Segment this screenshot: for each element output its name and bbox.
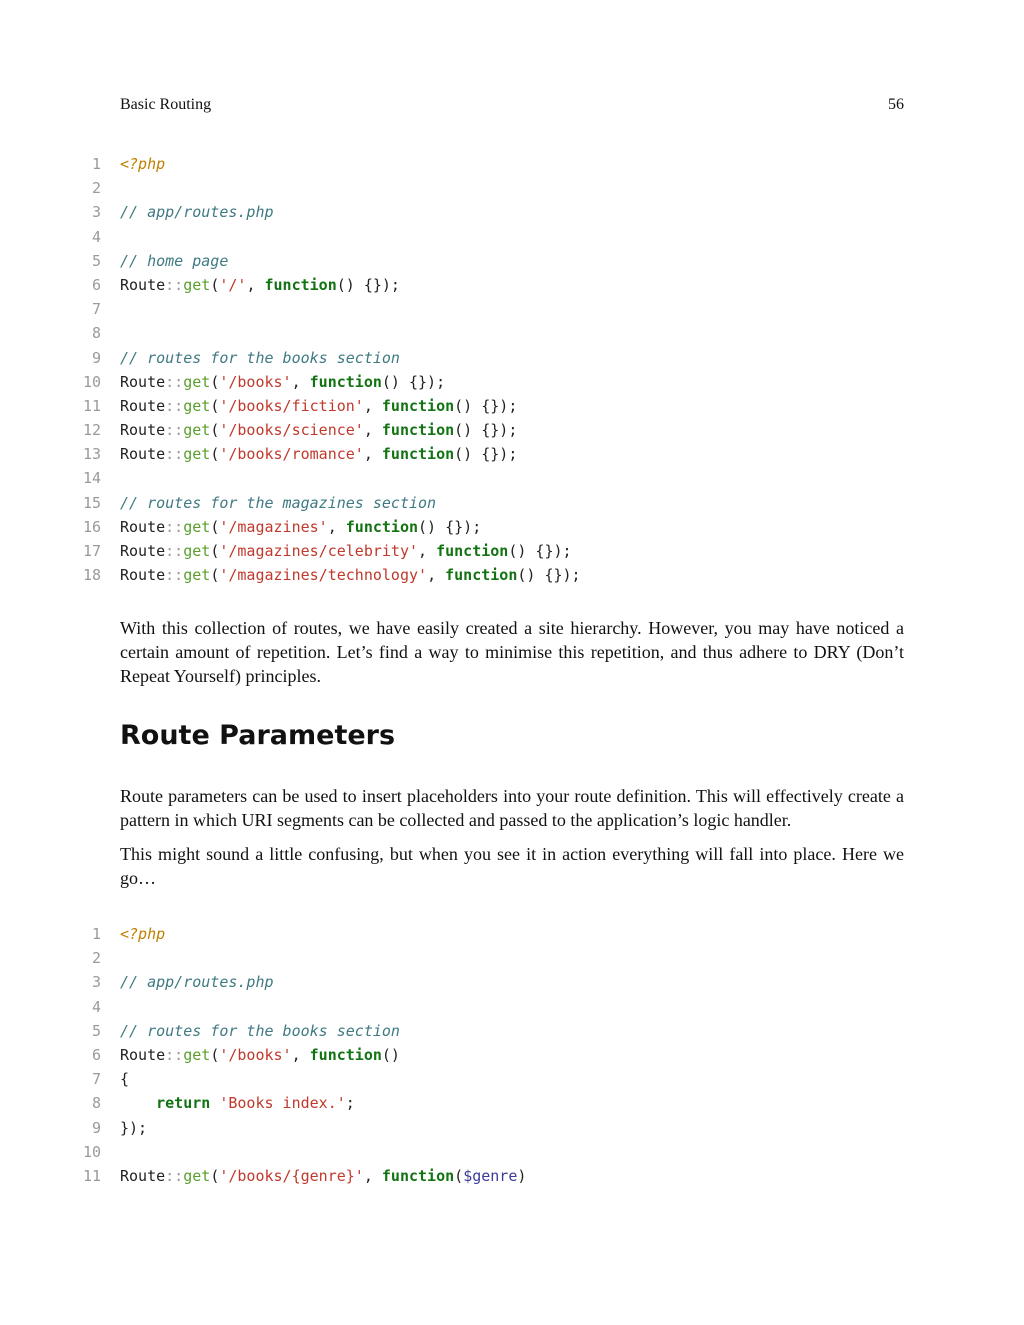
line-number: 8	[91, 1094, 101, 1113]
code-line	[0, 394, 1024, 418]
code-token: get	[183, 275, 211, 294]
line-number: 11	[82, 396, 101, 415]
code-token: Route	[120, 275, 166, 294]
code-line	[0, 249, 1024, 273]
line-number: 5	[91, 1021, 101, 1040]
code-token: ::	[165, 517, 184, 536]
code-text	[120, 346, 400, 370]
code-token: function	[436, 542, 509, 560]
code-token: () {});	[508, 542, 572, 560]
code-line	[0, 491, 1024, 515]
code-token: get	[183, 517, 211, 536]
code-line	[0, 152, 1024, 176]
line-number: 1	[91, 925, 101, 943]
code-token: '/magazines/technology'	[219, 566, 428, 585]
code-text	[120, 1164, 526, 1188]
line-number: 10	[82, 372, 101, 391]
code-token: (	[210, 1045, 220, 1064]
line-number: 12	[82, 421, 101, 440]
line-number: 15	[82, 493, 101, 512]
page-header	[120, 96, 904, 120]
code-line	[0, 273, 1024, 297]
code-token: function	[309, 1045, 382, 1064]
code-token: Route	[120, 566, 166, 585]
code-block-routes	[0, 152, 1024, 587]
code-line	[0, 1067, 1024, 1091]
code-text	[120, 539, 572, 563]
code-token: // home page	[120, 251, 229, 270]
code-token: (	[210, 275, 220, 294]
code-text	[120, 442, 517, 466]
line-number: 18	[82, 566, 101, 585]
code-line	[0, 563, 1024, 587]
code-line	[0, 176, 1024, 200]
line-number: 6	[91, 1045, 101, 1064]
code-token: Route	[120, 421, 166, 440]
code-token	[210, 1094, 219, 1112]
code-token: <?php	[120, 155, 166, 173]
code-token: ,	[291, 372, 310, 391]
code-text	[120, 515, 481, 539]
line-number: 1	[91, 155, 101, 173]
code-token: ::	[165, 542, 184, 560]
code-token: function	[381, 421, 455, 440]
code-token: $genre	[463, 1166, 518, 1185]
code-token: function	[345, 517, 419, 536]
code-text	[120, 1116, 147, 1140]
code-token: get	[183, 566, 211, 585]
code-token: ::	[165, 396, 184, 415]
code-token: (	[210, 542, 220, 560]
line-number: 16	[82, 517, 101, 536]
code-token: () {});	[381, 372, 446, 391]
code-token: (	[210, 372, 220, 391]
line-number: 5	[91, 251, 101, 270]
code-token: Route	[120, 372, 166, 391]
paragraph-repetition: With this collection of routes, we have easily created a site hierarchy. However, you may have noticed a certain amount of repetition. Let’s find a way to minimise this repetition, and thus adhere to DRY (Don’t Repeat Yourself) principles.	[120, 618, 904, 686]
code-line	[0, 442, 1024, 466]
line-number: 9	[91, 1118, 101, 1137]
code-text	[120, 1043, 400, 1067]
code-line	[0, 418, 1024, 442]
code-token: (	[210, 566, 220, 585]
code-text	[120, 1091, 355, 1115]
code-token: )	[517, 1166, 527, 1185]
code-line	[0, 946, 1024, 970]
code-token: ::	[165, 1166, 184, 1185]
code-line	[0, 1091, 1024, 1115]
code-token: Route	[120, 445, 166, 464]
line-number: 4	[91, 227, 101, 246]
line-number: 14	[82, 469, 101, 488]
running-title: Basic Routing	[120, 96, 212, 113]
code-token: () {});	[454, 421, 518, 440]
code-token: ,	[363, 1166, 382, 1185]
code-token: ,	[427, 566, 446, 585]
code-token: () {});	[336, 275, 400, 294]
code-token: get	[183, 396, 211, 415]
line-number: 11	[82, 1166, 101, 1185]
code-token: Route	[120, 542, 166, 560]
code-token: '/books/romance'	[219, 445, 364, 464]
line-number: 9	[91, 348, 101, 367]
code-token: Route	[120, 1045, 166, 1064]
code-token: <?php	[120, 925, 166, 943]
code-line	[0, 1019, 1024, 1043]
line-number: 17	[82, 542, 101, 560]
code-token: });	[120, 1118, 148, 1137]
code-token: (	[454, 1166, 464, 1185]
line-number: 2	[91, 949, 101, 968]
code-line	[0, 922, 1024, 946]
code-token: () {});	[517, 566, 581, 585]
code-line	[0, 1043, 1024, 1067]
code-text	[120, 970, 274, 994]
code-token: (	[210, 396, 220, 415]
code-token: () {});	[454, 396, 518, 415]
page-number: 56	[888, 96, 904, 113]
code-token: get	[183, 1166, 211, 1185]
code-token: // routes for the books section	[120, 348, 400, 367]
code-token	[120, 1094, 156, 1112]
code-token: '/books/fiction'	[219, 396, 364, 415]
code-line	[0, 1116, 1024, 1140]
code-token: ,	[291, 1045, 310, 1064]
line-number: 7	[91, 300, 101, 319]
code-token: ::	[165, 445, 184, 464]
line-number: 13	[82, 445, 101, 464]
code-text	[120, 152, 165, 176]
code-token: '/books'	[219, 1045, 292, 1064]
code-token: '/magazines'	[219, 517, 328, 536]
code-token: get	[183, 542, 211, 560]
code-token: Route	[120, 396, 166, 415]
line-number: 10	[82, 1142, 101, 1161]
code-token: // app/routes.php	[120, 973, 274, 992]
line-number: 7	[91, 1070, 101, 1089]
line-number: 6	[91, 275, 101, 294]
code-token: ::	[165, 566, 184, 585]
code-token: get	[183, 421, 211, 440]
code-token: // app/routes.php	[120, 203, 274, 222]
code-line	[0, 539, 1024, 563]
code-token: ,	[327, 517, 346, 536]
code-token: (	[210, 1166, 220, 1185]
code-line	[0, 995, 1024, 1019]
code-token: get	[183, 445, 211, 464]
code-line	[0, 321, 1024, 345]
code-token: // routes for the books section	[120, 1021, 400, 1040]
code-line	[0, 1164, 1024, 1188]
code-token: Route	[120, 517, 166, 536]
code-token: ,	[363, 445, 382, 464]
code-block-route-parameters	[0, 922, 1024, 1188]
code-line	[0, 466, 1024, 490]
code-token: ,	[246, 275, 265, 294]
code-token: ::	[165, 275, 184, 294]
code-token: return	[156, 1094, 211, 1113]
code-token: get	[183, 1045, 211, 1064]
paragraph-route-parameters: Route parameters can be used to insert placeholders into your route definition. This will effectively create a pattern in which URI segments can be collected and passed to the application’s logic handler.	[120, 786, 904, 830]
code-token: function	[381, 445, 455, 464]
code-token: '/books/{genre}'	[219, 1166, 364, 1185]
code-text	[120, 491, 436, 515]
code-text	[120, 922, 165, 946]
code-token: 'Books index.'	[219, 1094, 346, 1113]
code-line	[0, 346, 1024, 370]
code-token: get	[183, 372, 211, 391]
code-line	[0, 297, 1024, 321]
code-text	[120, 370, 445, 394]
code-token: (	[210, 517, 220, 536]
code-token: function	[309, 372, 382, 391]
line-number: 2	[91, 179, 101, 198]
code-token: ::	[165, 372, 184, 391]
code-line	[0, 225, 1024, 249]
code-line	[0, 1140, 1024, 1164]
code-text	[120, 1019, 400, 1043]
code-text	[120, 394, 517, 418]
code-token: '/'	[219, 275, 247, 294]
code-token: Route	[120, 1166, 166, 1185]
code-line	[0, 515, 1024, 539]
code-token: '/books'	[219, 372, 292, 391]
code-token: function	[445, 566, 518, 585]
code-token: '/magazines/celebrity'	[219, 542, 419, 560]
line-number: 3	[91, 203, 101, 222]
code-text	[120, 273, 400, 297]
code-token: {	[120, 1070, 130, 1089]
code-token: (	[210, 421, 220, 440]
code-token: '/books/science'	[219, 421, 364, 440]
code-text	[120, 249, 228, 273]
code-text	[120, 200, 274, 224]
code-text	[120, 1067, 129, 1091]
code-token: ::	[165, 421, 184, 440]
line-number: 4	[91, 997, 101, 1016]
code-token: ,	[418, 542, 437, 560]
code-token: // routes for the magazines section	[120, 493, 437, 512]
code-line	[0, 970, 1024, 994]
code-token: ,	[363, 421, 382, 440]
code-token: () {});	[454, 445, 518, 464]
code-text	[120, 418, 517, 442]
line-number: 8	[91, 324, 101, 343]
code-token: ()	[381, 1045, 400, 1064]
code-token: function	[381, 1166, 455, 1185]
code-token: function	[381, 396, 455, 415]
line-number: 3	[91, 973, 101, 992]
code-token: (	[210, 445, 220, 464]
code-token: () {});	[418, 517, 482, 536]
section-heading-route-parameters: Route Parameters	[120, 720, 396, 751]
code-token: ;	[345, 1094, 355, 1113]
code-line	[0, 200, 1024, 224]
code-text	[120, 563, 581, 587]
paragraph-here-we-go: This might sound a little confusing, but when you see it in action everything will fall into place. Here we go…	[120, 844, 904, 888]
code-token: ::	[165, 1045, 184, 1064]
code-token: function	[264, 275, 337, 294]
code-line	[0, 370, 1024, 394]
code-token: ,	[363, 396, 382, 415]
